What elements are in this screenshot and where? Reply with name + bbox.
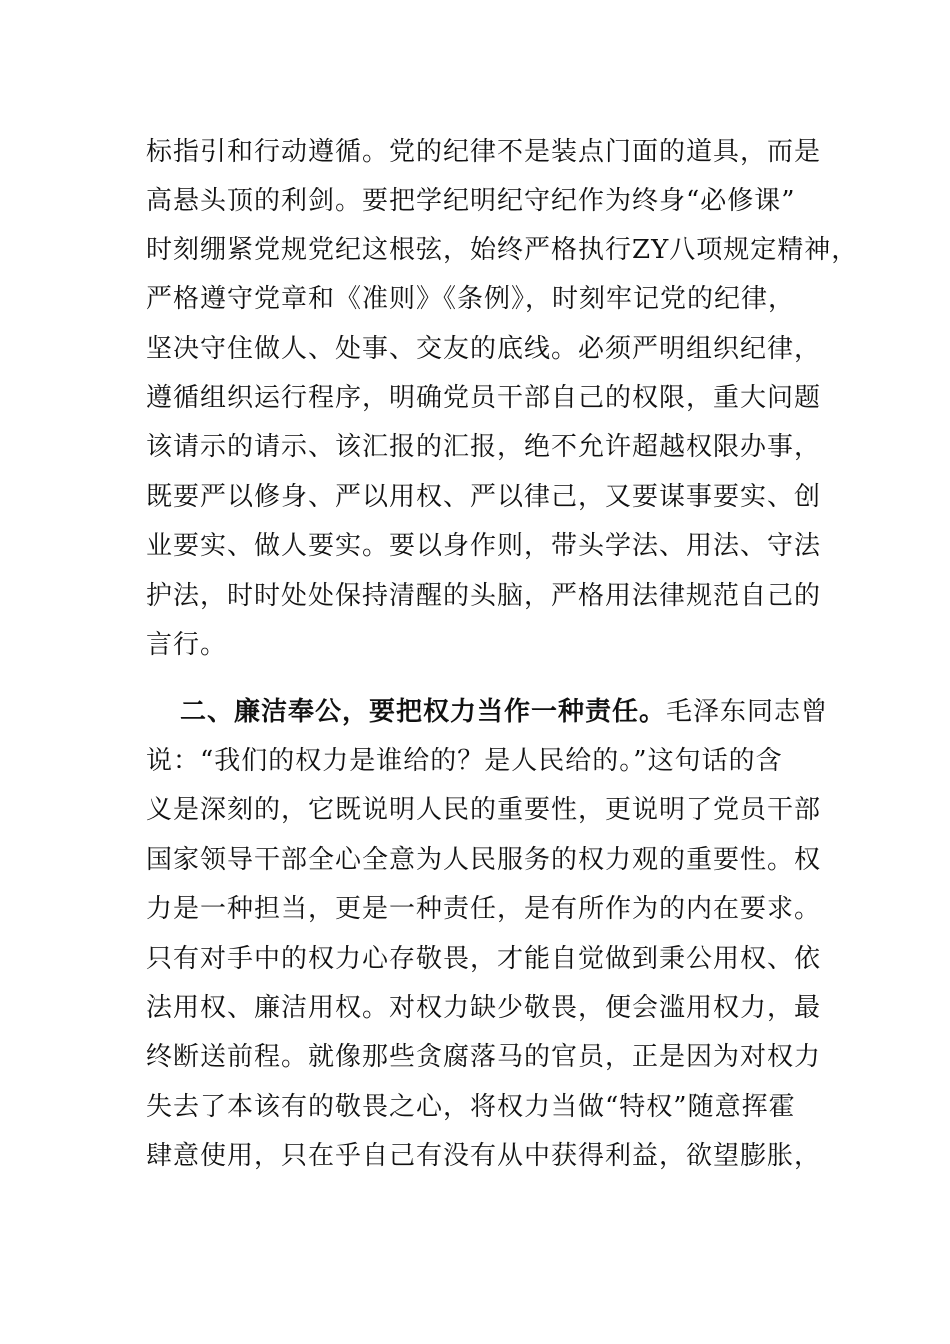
paragraph-line: 法用权、廉洁用权。对权力缺少敬畏，便会滥用权力，最 — [146, 993, 822, 1023]
paragraph-line: 该请示的请示、该汇报的汇报，绝不允许超越权限办事， — [146, 432, 822, 462]
paragraph-line: 失去了本该有的敬畏之心，将权力当做“特权”随意挥霍 — [146, 1092, 796, 1122]
paragraph-line: 只有对手中的权力心存敬畏，才能自觉做到秉公用权、依 — [146, 944, 822, 974]
paragraph-line: 义是深刻的，它既说明人民的重要性，更说明了党员干部 — [146, 795, 822, 825]
paragraph-line: 国家领导干部全心全意为人民服务的权力观的重要性。权 — [146, 845, 822, 875]
paragraph-line: 力是一种担当，更是一种责任，是有所作为的内在要求。 — [146, 894, 822, 924]
paragraph-line: 坚决守住做人、处事、交友的底线。必须严明组织纪律， — [146, 334, 822, 364]
paragraph-line: 标指引和行动遵循。党的纪律不是装点门面的道具，而是 — [146, 137, 822, 167]
paragraph-line: 护法，时时处处保持清醒的头脑，严格用法律规范自己的 — [146, 581, 822, 611]
section-heading: 二、廉洁奉公，要把权力当作一种责任。 — [180, 697, 667, 727]
paragraph-line: 遵循组织运行程序，明确党员干部自己的权限，重大问题 — [146, 383, 822, 413]
paragraph-line: 言行。 — [146, 630, 228, 660]
paragraph-line: 时刻绷紧党规党纪这根弦，始终严格执行ZY八项规定精神， — [146, 235, 859, 265]
section-heading-line — [180, 692, 828, 732]
paragraph-line: 严格遵守党章和《准则》《条例》，时刻牢记党的纪律， — [146, 284, 796, 314]
paragraph-line: 肆意使用，只在乎自己有没有从中获得利益，欲望膨胀， — [146, 1141, 822, 1171]
paragraph-line: 既要严以修身、严以用权、严以律己，又要谋事要实、创 — [146, 482, 822, 512]
paragraph-line: 终断送前程。就像那些贪腐落马的官员，正是因为对权力 — [146, 1042, 822, 1072]
paragraph-line: 业要实、做人要实。要以身作则，带头学法、用法、守法 — [146, 531, 822, 561]
paragraph-line: 说：“我们的权力是谁给的？是人民给的。”这句话的含 — [146, 746, 783, 776]
heading-line-rest: 毛泽东同志曾 — [666, 697, 829, 727]
paragraph-line: 高悬头顶的利剑。要把学纪明纪守纪作为终身“必修课” — [146, 186, 796, 216]
